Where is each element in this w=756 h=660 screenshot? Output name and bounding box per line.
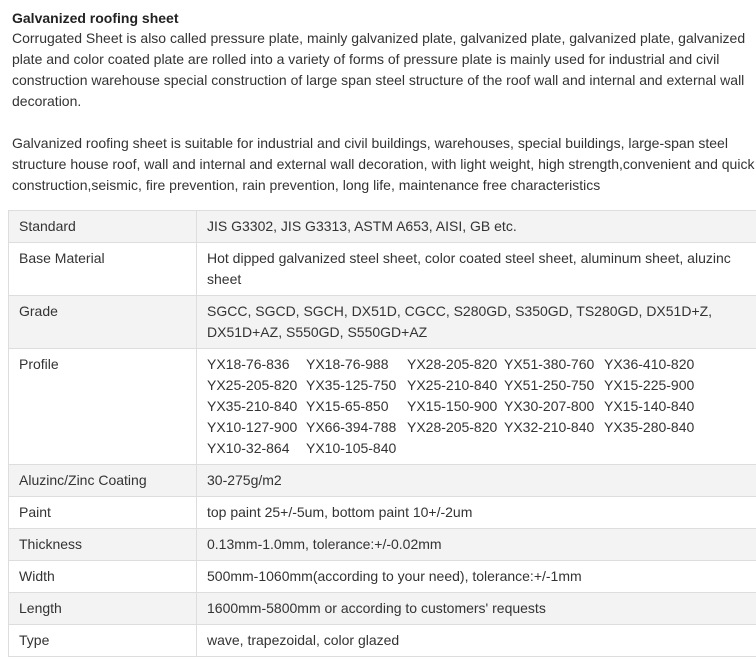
profile-code: YX36-410-820 (604, 356, 695, 372)
profile-list (207, 354, 746, 459)
row-label: Profile (9, 349, 197, 465)
profile-code: YX10-105-840 (306, 440, 397, 456)
row-label: Thickness (9, 529, 197, 561)
table-row-thickness (9, 529, 756, 561)
profile-code: YX15-140-840 (604, 398, 695, 414)
intro-paragraph: Corrugated Sheet is also called pressure plate, mainly galvanized plate, galvanized plate, galvanized plate, galvanized plate and color coated plate are rolled into a variety of forms of pressure plate is mainly used for industrial and civil construction warehouse special construction of large span steel structure of the roof wall and internal and external wall decoration. (12, 30, 746, 109)
row-label: Standard (9, 211, 197, 243)
table-row-type (9, 625, 756, 657)
profile-code: YX18-76-988 (306, 356, 389, 372)
profile-code: YX35-125-750 (306, 377, 397, 393)
specification-table (8, 210, 756, 657)
table-row-coating (9, 465, 756, 497)
profile-code: YX25-210-840 (407, 377, 498, 393)
row-label: Base Material (9, 243, 197, 296)
row-value: 0.13mm-1.0mm, tolerance:+/-0.02mm (197, 529, 756, 561)
row-value (197, 349, 756, 465)
row-value: SGCC, SGCD, SGCH, DX51D, CGCC, S280GD, S350GD, TS280GD, DX51D+Z, DX51D+AZ, S550GD, S550GD+AZ (197, 296, 756, 349)
profile-code: YX10-32-864 (207, 440, 290, 456)
row-value: 500mm-1060mm(according to your need), tolerance:+/-1mm (197, 561, 756, 593)
profile-code: YX32-210-840 (504, 419, 595, 435)
profile-code: YX10-127-900 (207, 419, 298, 435)
row-value: 30-275g/m2 (197, 465, 756, 497)
row-label: Type (9, 625, 197, 657)
table-row-length (9, 593, 756, 625)
profile-code: YX15-65-850 (306, 398, 389, 414)
row-label: Grade (9, 296, 197, 349)
row-value: JIS G3302, JIS G3313, ASTM A653, AISI, GB etc. (197, 211, 756, 243)
profile-code: YX28-205-820 (407, 356, 498, 372)
row-value: 1600mm-5800mm or according to customers' requests (197, 593, 756, 625)
profile-code: YX35-280-840 (604, 419, 695, 435)
table-row-standard (9, 211, 756, 243)
profile-code: YX28-205-820 (407, 419, 498, 435)
table-row-width (9, 561, 756, 593)
table-row-grade (9, 296, 756, 349)
table-row-profile (9, 349, 756, 465)
row-value: wave, trapezoidal, color glazed (197, 625, 756, 657)
row-label: Width (9, 561, 197, 593)
table-row-paint (9, 497, 756, 529)
profile-code: YX30-207-800 (504, 398, 595, 414)
profile-code: YX66-394-788 (306, 419, 397, 435)
profile-code: YX51-380-760 (504, 356, 595, 372)
row-value: Hot dipped galvanized steel sheet, color coated steel sheet, aluminum sheet, aluzinc sheet (197, 243, 756, 296)
row-label: Length (9, 593, 197, 625)
profile-code: YX51-250-750 (504, 377, 595, 393)
row-value: top paint 25+/-5um, bottom paint 10+/-2um (197, 497, 756, 529)
application-paragraph: Galvanized roofing sheet is suitable for industrial and civil buildings, warehouses, special buildings, large-span steel structure house roof, wall and internal and external wall decoration, with light weight, high strength,convenient and quick construction,seismic, fire prevention, rain prevention, long life, maintenance free characteristics (12, 135, 755, 193)
profile-code: YX15-225-900 (604, 377, 695, 393)
row-label: Aluzinc/Zinc Coating (9, 465, 197, 497)
profile-code: YX15-150-900 (407, 398, 498, 414)
profile-code: YX25-205-820 (207, 377, 298, 393)
row-label: Paint (9, 497, 197, 529)
product-heading: Galvanized roofing sheet (12, 10, 179, 26)
profile-code: YX18-76-836 (207, 356, 290, 372)
profile-code: YX35-210-840 (207, 398, 298, 414)
table-row-base-material (9, 243, 756, 296)
